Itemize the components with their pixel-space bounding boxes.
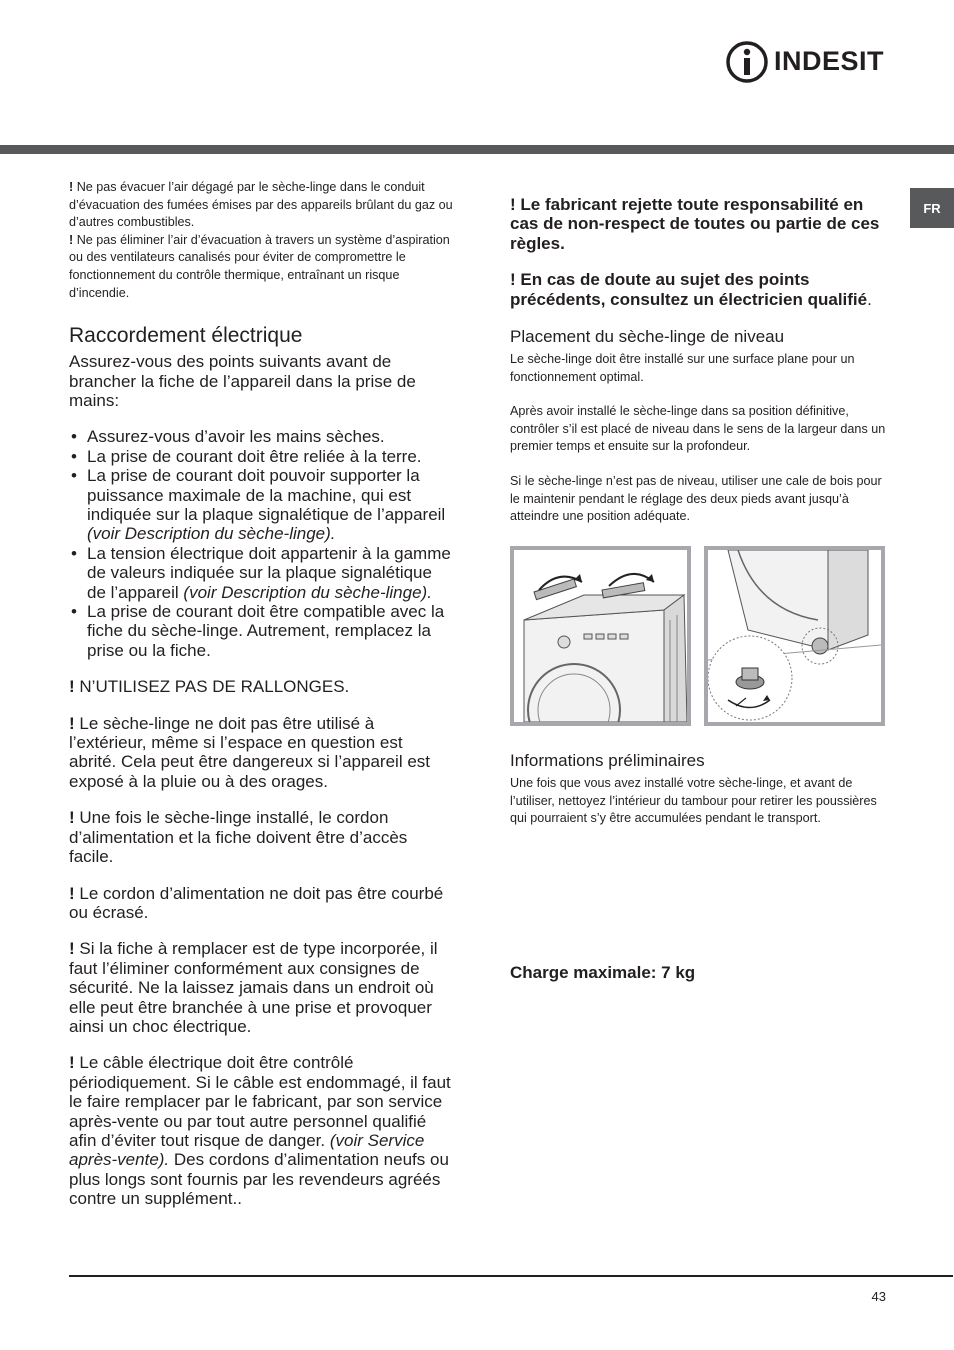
- warning-mark: !: [69, 232, 74, 247]
- header-bar: [0, 145, 954, 154]
- page-number: 43: [871, 1289, 886, 1304]
- list-item: • La prise de courant doit être reliée à la terre.: [69, 447, 453, 466]
- note-cord-bent: ! Le cordon d’alimentation ne doit pas être courbé ou écrasé.: [69, 883, 444, 922]
- warning-manufacturer: ! Le fabricant rejette toute responsabilité en cas de non-respect de toutes ou partie de ces règles.: [510, 195, 880, 253]
- electrical-checklist: [69, 427, 453, 660]
- note-plug-replace: ! Si la fiche à remplacer est de type incorporée, il faut l’éliminer conformément aux consignes de sécurité. Ne la laissez jamais dans un endroit où elle peut être branchée à une prise et provoquer ainsi un choc électrique.: [69, 939, 438, 1036]
- section-title-electrical: Raccordement électrique: [69, 324, 303, 348]
- preliminary-paragraph: Une fois que vous avez installé votre sèche-linge, et avant de l’utiliser, nettoyez l’intérieur du tambour pour retirer les poussières qui pourraient s’y être accumulées pendant le transport.: [510, 776, 877, 826]
- indesit-logo-text: INDESIT: [774, 46, 885, 76]
- right-column: [510, 195, 890, 526]
- leveling-paragraph: Si le sèche-linge n’est pas de niveau, utiliser une cale de bois pour le maintenir pendant le réglage des deux pieds avant jusqu’à atteindre une position adéquate.: [510, 474, 882, 524]
- list-item: • La prise de courant doit pouvoir supporter la puissance maximale de la machine, qui est indiquée sur la plaque signalétique de l’appareil (voir Description du sèche-linge).: [69, 466, 453, 544]
- indesit-logo-mark-icon: [725, 40, 769, 84]
- section-title-preliminary: Informations préliminaires: [510, 751, 705, 770]
- dryer-leveling-top-icon: [514, 550, 687, 722]
- warning-mark: !: [69, 180, 74, 194]
- max-charge: [510, 963, 890, 982]
- warning-text: Ne pas éliminer l’air d’évacuation à travers un système d’aspiration ou des ventilateurs canalisés pour éviter de compromettre le fonctionnement du contrôle thermique, entraînant un risque d’incendie.: [69, 232, 450, 300]
- note-cable-check: ! Le câble électrique doit être contrôlé périodiquement. Si le câble est endommagé, il faut le faire remplacer par le fabricant, par son service après-vente ou par tout autre personnel qualifié afin d’éviter tout risque de danger. (voir Service après-vente). Des cordons d’alimentation neufs ou plus longs sont fournis par les revendeurs agréés contre un supplément..: [69, 1053, 451, 1209]
- warning-air-exhaust: [69, 179, 453, 232]
- leveling-paragraph: Le sèche-linge doit être installé sur une surface plane pour un fonctionnement optimal.: [510, 352, 855, 384]
- dryer-foot-adjust-illustration: [704, 546, 885, 726]
- section-title-leveling: Placement du sèche-linge de niveau: [510, 327, 785, 347]
- max-charge-text: Charge maximale: 7 kg: [510, 963, 696, 982]
- electrical-intro: Assurez-vous des points suivants avant de brancher la fiche de l’appareil dans la prise de mains:: [69, 352, 416, 410]
- dryer-top-level-illustration: [510, 546, 691, 726]
- list-item: • Assurez-vous d’avoir les mains sèches.: [69, 427, 453, 446]
- footer-rule: [69, 1275, 953, 1277]
- left-column: [69, 179, 453, 1209]
- language-tab: FR: [910, 188, 954, 228]
- note-access: ! Une fois le sèche-linge installé, le cordon d’alimentation et la fiche doivent être d’accès facile.: [69, 808, 408, 867]
- warning-aspiration: [69, 232, 453, 302]
- dryer-foot-adjust-icon: [708, 550, 881, 722]
- right-lower: [510, 751, 890, 828]
- list-item: • La prise de courant doit être compatible avec la fiche du sèche-linge. Autrement, remplacez la prise ou la fiche.: [69, 602, 453, 660]
- warning-electrician: ! En cas de doute au sujet des points précédents, consultez un électricien qualifié.: [510, 270, 872, 309]
- warning-text: Ne pas évacuer l’air dégagé par le sèche-linge dans le conduit d’évacuation des fumées émises par des appareils brûlant du gaz ou d’autres combustibles.: [69, 180, 453, 230]
- note-outdoor: ! Le sèche-linge ne doit pas être utilisé à l’extérieur, même si l’espace en question est abrité. Cela peut être dangereux si l’appareil est exposé à la pluie ou à des orages.: [69, 713, 430, 791]
- list-item: • La tension électrique doit appartenir à la gamme de valeurs indiquée sur la plaque signalétique de l’appareil (voir Description du sèche-linge).: [69, 544, 453, 602]
- leveling-paragraph: Après avoir installé le sèche-linge dans sa position définitive, contrôler s’il est placé de niveau dans le sens de la largeur dans un premier temps et ensuite sur la profondeur.: [510, 404, 886, 454]
- note-no-extension: ! N’UTILISEZ PAS DE RALLONGES.: [69, 677, 350, 697]
